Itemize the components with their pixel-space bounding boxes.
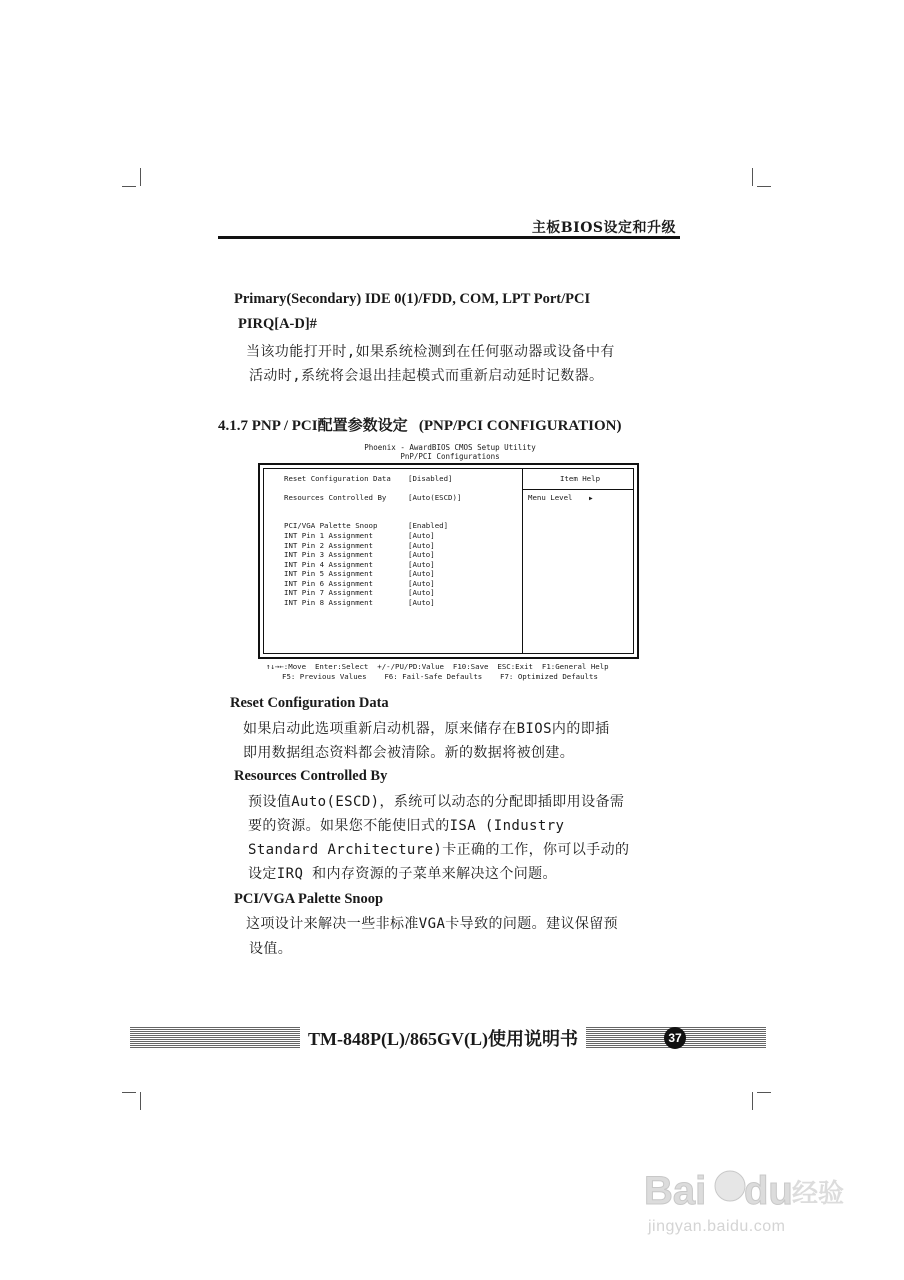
palette-snoop-body: 这项设计来解决一些非标准VGA卡导致的问题。建议保留预 [246, 916, 619, 932]
setting-label: INT Pin 2 Assignment [284, 540, 373, 550]
bios-subtitle: PnP/PCI Configurations [400, 452, 500, 461]
bios-divider [522, 469, 523, 653]
paw-icon [715, 1171, 745, 1201]
crop-mark [122, 1092, 136, 1093]
bios-title: Phoenix - AwardBIOS CMOS Setup Utility [364, 443, 536, 452]
setting-value[interactable]: [Auto] [408, 578, 435, 588]
setting-value[interactable]: [Auto] [408, 531, 435, 540]
crop-mark [757, 186, 771, 187]
crop-mark [752, 168, 753, 186]
intro-heading-cont: PIRQ[A-D]# [238, 316, 317, 332]
setting-value[interactable]: [Auto(ESCD)] [408, 493, 462, 502]
setting-label: INT Pin 3 Assignment [284, 550, 373, 559]
setting-label: Resources Controlled By [284, 493, 387, 502]
crop-mark [757, 1092, 771, 1093]
header-rule [218, 236, 680, 239]
reset-config-body: 如果启动此选项重新启动机器，原来储存在BIOS内的即插 [243, 721, 610, 737]
setting-value[interactable]: [Enabled] [408, 521, 449, 530]
resources-body-cont: 设定IRQ 和内存资源的子菜单来解决这个问题。 [248, 866, 557, 882]
setting-label: Reset Configuration Data [284, 474, 391, 483]
setting-value[interactable]: [Auto] [408, 597, 435, 607]
crop-mark [752, 1092, 753, 1110]
baidu-logo-text: Bai [644, 1169, 707, 1213]
palette-snoop-heading: PCI/VGA Palette Snoop [234, 891, 384, 907]
resources-body: 预设值Auto(ESCD)，系统可以动态的分配即插即用设备需 [248, 794, 625, 810]
menu-level-arrow-icon: ▶ [588, 495, 593, 502]
crop-mark [140, 168, 141, 186]
bios-screen [258, 463, 639, 659]
intro-body: 当该功能打开时,如果系统检测到在任何驱动器或设备中有 [246, 344, 615, 360]
setting-value[interactable]: [Auto] [408, 540, 435, 550]
resources-heading: Resources Controlled By [234, 768, 388, 784]
setting-value[interactable]: [Auto] [408, 559, 435, 569]
item-help-label: Item Help [559, 474, 601, 483]
setting-label: INT Pin 8 Assignment [284, 597, 373, 607]
reset-config-body-cont: 即用数据组态资料都会被清除。新的数据将被创建。 [243, 745, 575, 761]
bios-frame [263, 468, 634, 654]
reset-config-heading: Reset Configuration Data [230, 695, 389, 711]
resources-body-cont: 要的资源。如果您不能使旧式的ISA (Industry [248, 818, 565, 834]
resources-body-cont: Standard Architecture)卡正确的工作，你可以手动的 [248, 842, 630, 858]
bios-key-help: ↑↓→←:Move Enter:Select +/-/PU/PD:Value F10:Save ESC:Exit F1:General Help [266, 662, 609, 671]
setting-value[interactable]: [Auto] [408, 569, 435, 578]
setting-label: INT Pin 7 Assignment [284, 588, 373, 597]
baidu-jingyan-logo [644, 1164, 854, 1216]
menu-level-label [528, 493, 593, 504]
crop-mark [122, 186, 136, 187]
bios-help-rule [522, 489, 633, 490]
setting-value[interactable]: [Disabled] [408, 474, 453, 483]
crop-mark [140, 1092, 141, 1110]
menu-level-text: Menu Level [528, 493, 573, 502]
palette-snoop-body-cont: 设值。 [249, 941, 293, 957]
intro-heading: Primary(Secondary) IDE 0(1)/FDD, COM, LPT Port/PCI [234, 291, 591, 307]
bios-key-help-defaults: F5: Previous Values F6: Fail-Safe Defaults F7: Optimized Defaults [282, 672, 598, 681]
baidu-logo-text: du [744, 1169, 793, 1213]
setting-value[interactable]: [Auto] [408, 550, 435, 559]
chapter-header: 主板BIOS设定和升级 [531, 220, 676, 236]
intro-body-cont: 活动时,系统将会退出挂起模式而重新启动延时记数器。 [249, 368, 604, 384]
jingyan-logo-text: 经验 [792, 1179, 845, 1209]
page-number: 37 [664, 1027, 686, 1049]
manual-title: TM-848P(L)/865GV(L)使用说明书 [300, 1025, 586, 1051]
setting-value[interactable]: [Auto] [408, 588, 435, 597]
section-title: 4.1.7 PNP / PCI配置参数设定 (PNP/PCI CONFIGURATION) [218, 418, 622, 434]
setting-label: PCI/VGA Palette Snoop [284, 521, 378, 530]
setting-label: INT Pin 6 Assignment [284, 578, 373, 588]
setting-label: INT Pin 4 Assignment [284, 559, 373, 569]
baidu-watermark [644, 1154, 874, 1248]
watermark-url: jingyan.baidu.com [648, 1218, 786, 1235]
setting-label: INT Pin 1 Assignment [284, 531, 373, 540]
setting-label: INT Pin 5 Assignment [284, 569, 373, 578]
